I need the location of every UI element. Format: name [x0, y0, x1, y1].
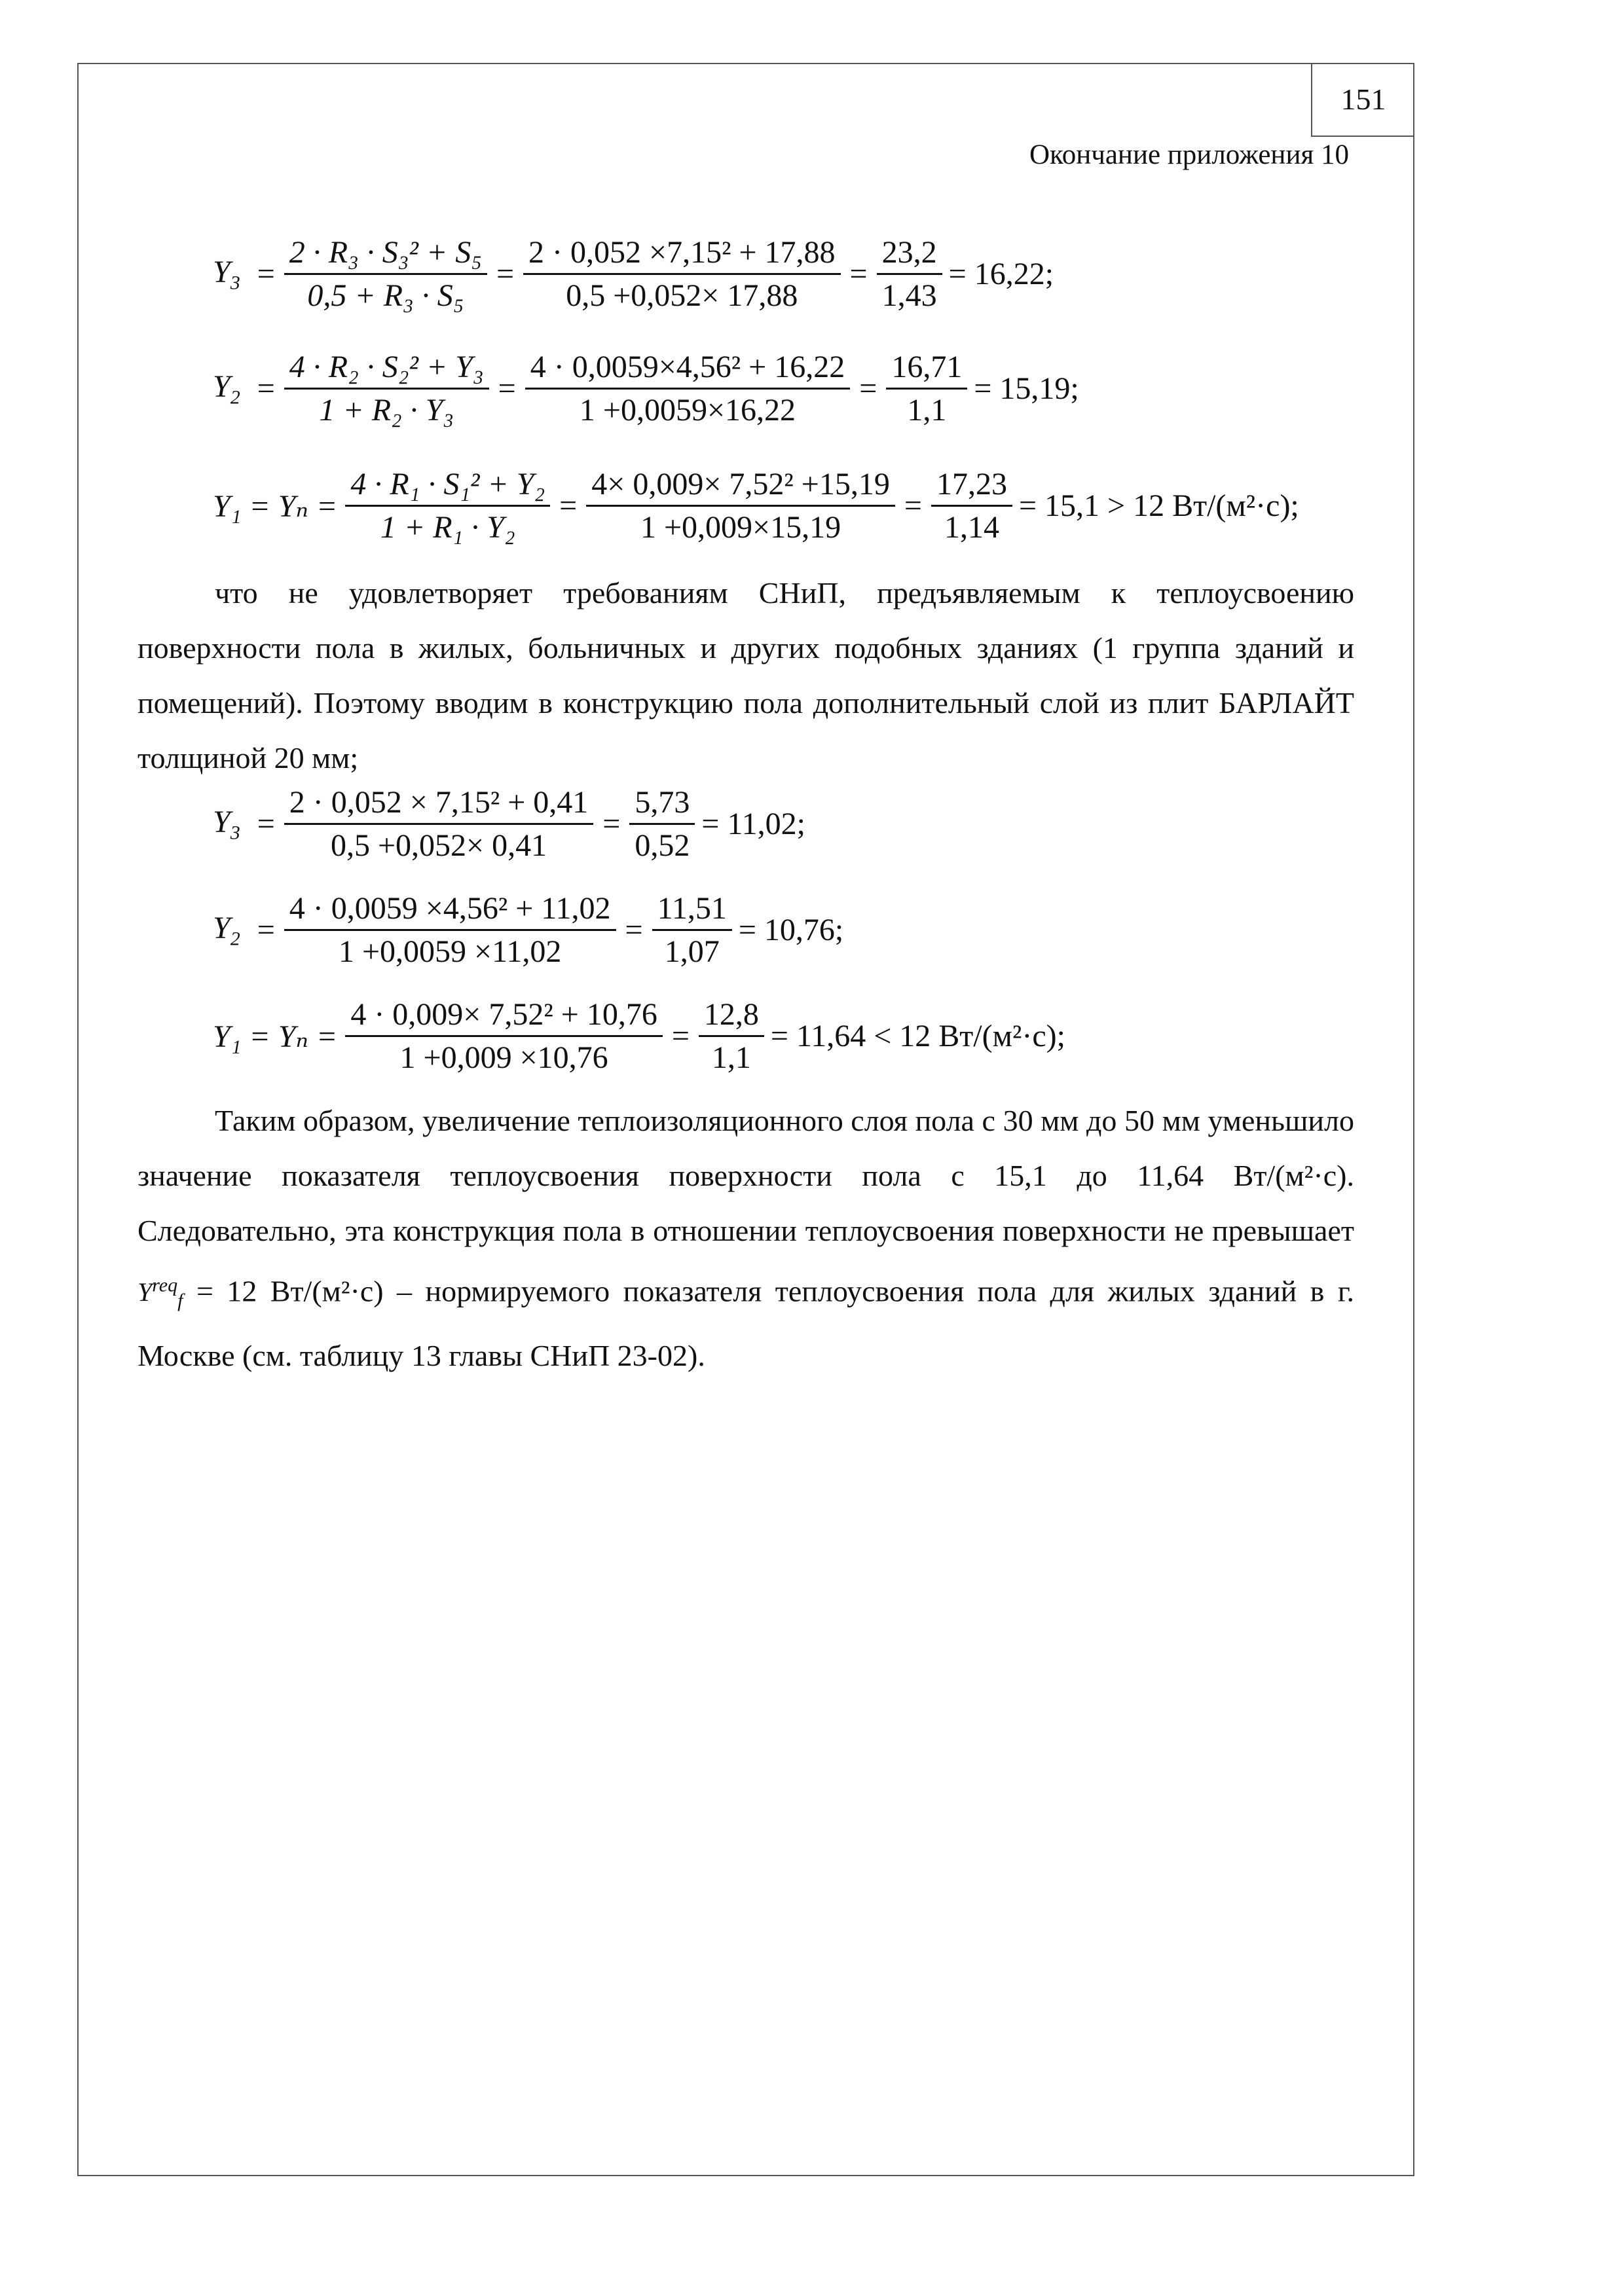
reduced-fraction: $\frac{17,23}{1,14}$ [931, 466, 1012, 545]
reduced-fraction: $\frac{11,51}{1,07}$ [652, 890, 732, 970]
norm-symbol: $Y^{req}_f$ [138, 1275, 183, 1312]
equation-result: = 15,1 > 12 Вт/(м²·с); [1018, 488, 1299, 523]
equation-lhs: Y₁ = Yₙ = [213, 488, 338, 524]
equation-y1-first: Y₁ = Yₙ = $\frac{\text{4 · R₁ · S₁² + Y₂}}{\text{1 + R₁ · Y₂}}$ = $\frac{\text{4× 0,009× 7,52² +15,19}}{1 +0,009\times 15,19}$ = $\frac{17,23}{1,14}$ = 15,1 > 12 Вт/(м²·с); [213, 467, 1299, 545]
appendix-header-note: Окончание приложения 10 [1029, 139, 1349, 170]
symbolic-fraction: $\frac{\text{2 · R₃ · S₃² + S₅}}{\text{0,5 + R₃ · S₅}}$ [284, 234, 487, 314]
equation-y2-second: $Y_2$ = $\frac{\text{4 · 0,0059 ×4,56² + 11,02}}{1 +0,0059 \times 11,02}$ = $\frac{11,51}{1,07}$ = 10,76; [213, 891, 844, 969]
equation-result: = 16,22; [948, 257, 1054, 291]
page-number: 151 [1311, 63, 1414, 137]
equation-y3-second: $Y_3$ = $\frac{\text{2 · 0,052 × 7,15² + 0,41}}{0,5 +0,052\times 0,41}$ = $\frac{5,73}{0,52}$ = 11,02; [213, 785, 805, 863]
equation-y1-second: Y₁ = Yₙ = $\frac{\text{4 · 0,009× 7,52² + 10,76}}{1 +0,009 \times 10,76}$ = $\frac{12,8}{1,1}$ = 11,64 < 12 Вт/(м²·с); [213, 997, 1065, 1075]
numeric-fraction: $\frac{\text{4 · 0,0059 ×4,56² + 11,02}}{1 +0,0059 \times 11,02}$ [284, 890, 616, 970]
equation-lhs: Y₁ = Yₙ = [213, 1019, 338, 1054]
equation-result: = 10,76; [738, 913, 844, 947]
symbolic-fraction: $\frac{\text{4 · R₂ · S₂² + Y₃}}{\text{1 + R₂ · Y₃}}$ [284, 349, 489, 428]
reduced-fraction: $\frac{5,73}{0,52}$ [629, 784, 695, 864]
equation-lhs: $Y_3$ [213, 254, 240, 294]
equation-y2-first: $Y_2$ = $\frac{\text{4 · R₂ · S₂² + Y₃}}{\text{1 + R₂ · Y₃}}$ = $\frac{\text{4 · 0,0059×4,56² + 16,22}}{1 +0,0059\times 16,22}$ = $\frac{16,71}{1,1}$ = 15,19; [213, 350, 1079, 428]
numeric-fraction: $\frac{\text{4× 0,009× 7,52² +15,19}}{1 +0,009\times 15,19}$ [586, 466, 895, 545]
equation-result: = 15,19; [974, 371, 1079, 406]
numeric-fraction: $\frac{\text{2 · 0,052 ×7,15² + 17,88}}{0,5 +0,052\times 17,88}$ [523, 234, 841, 314]
equation-result: = 11,64 < 12 Вт/(м²·с); [770, 1019, 1065, 1053]
equation-y3-first: $Y_3$ = $\frac{\text{2 · R₃ · S₃² + S₅}}{\text{0,5 + R₃ · S₅}}$ = $\frac{\text{2 · 0,052 ×7,15² + 17,88}}{0,5 +0,052\times 17,88}$ = $\frac{23,2}{1,43}$ = 16,22; [213, 235, 1054, 313]
equation-lhs: $Y_2$ [213, 369, 240, 409]
paragraph-insufficient: что не удовлетворяет требованиям СНиП, предъявляемым к теплоусвоению поверхности пола в жилых, больничных и других подобных зданиях (1 группа зданий и помещений). Поэтому вводим в конструкцию пола дополнительный слой из плит БАРЛАЙТ толщиной 20 мм; [138, 576, 1354, 774]
reduced-fraction: $\frac{23,2}{1,43}$ [877, 234, 942, 314]
paragraph-conclusion: Таким образом, увеличение теплоизоляционного слоя пола с 30 мм до 50 мм уменьшило значение показателя теплоусвоения поверхности пола с 15,1 до 11,64 Вт/(м²·с). Следовательно, эта конструкция пола в отношении теплоусвоения поверхности не превышает $Y^{req}_f = 12$ Вт/(м²·с) – нормируемого показателя теплоусвоения пола для жилых зданий в г. Москве (см. таблицу 13 главы СНиП 23-02). [138, 1104, 1355, 1373]
numeric-fraction: $\frac{\text{2 · 0,052 × 7,15² + 0,41}}{0,5 +0,052\times 0,41}$ [284, 784, 594, 864]
reduced-fraction: $\frac{12,8}{1,1}$ [699, 996, 764, 1076]
numeric-fraction: $\frac{\text{4 · 0,009× 7,52² + 10,76}}{1 +0,009 \times 10,76}$ [345, 996, 663, 1076]
reduced-fraction: $\frac{16,71}{1,1}$ [886, 349, 967, 428]
symbolic-fraction: $\frac{\text{4 · R₁ · S₁² + Y₂}}{\text{1 + R₁ · Y₂}}$ [345, 466, 550, 545]
equation-lhs: $Y_2$ [213, 910, 240, 950]
equation-lhs: $Y_3$ [213, 804, 240, 844]
numeric-fraction: $\frac{\text{4 · 0,0059×4,56² + 16,22}}{1 +0,0059\times 16,22}$ [525, 349, 851, 428]
equation-result: = 11,02; [701, 807, 805, 841]
